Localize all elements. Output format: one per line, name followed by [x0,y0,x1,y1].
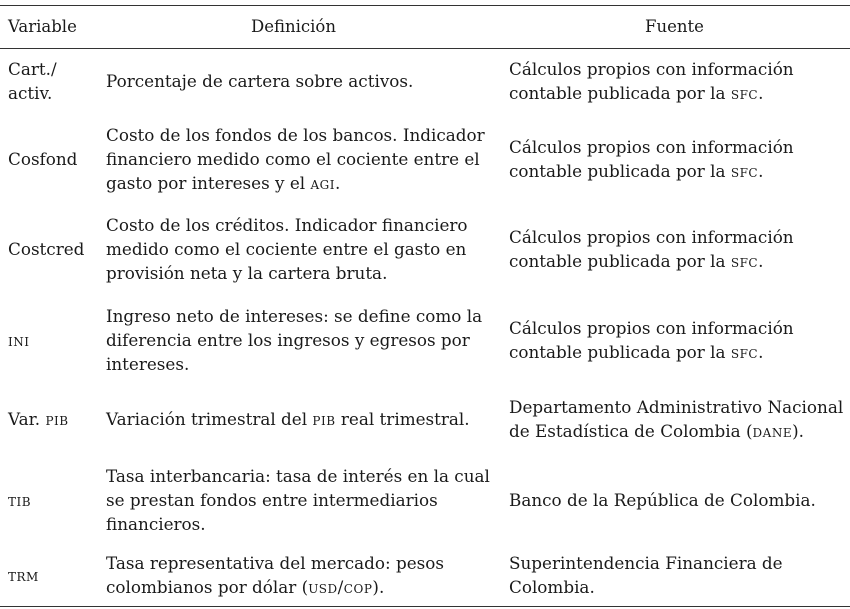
cell-fuente: Cálculos propios con información contable publicada por la sfc. [509,227,794,271]
abbr-sfc: sfc [730,251,759,271]
table-row [0,296,850,384]
header-variable: Variable [8,17,77,36]
abbr-sfc: sfc [730,161,759,181]
cell-variable [8,328,96,352]
abbr-dane: dane [752,421,793,441]
cell-definicion: Porcentaje de cartera sobre activos. [106,71,414,91]
cell-variable: Cart./ activ. [8,59,57,103]
abbr-agi: agi [310,173,335,193]
cell-fuente: Departamento Administrativo Nacional de Estadística de Colombia (dane). [509,397,844,441]
header-rule [0,48,850,49]
cell-definicion: Ingreso neto de intereses: se define como la diferencia entre los ingresos y egresos por intereses. [106,306,483,374]
cell-definicion: Tasa representativa del mercado: pesos colombianos por dólar (usd/cop). [106,553,445,597]
abbr-ini: ini [8,330,30,350]
cell-fuente: Cálculos propios con información contable publicada por la sfc. [509,137,794,181]
table-row [0,546,850,604]
header-fuente: Fuente [645,17,704,36]
cell-fuente: Cálculos propios con información contable publicada por la sfc. [509,59,794,103]
cell-variable: Var. pib [8,409,69,429]
cell-variable [8,488,96,512]
header-definicion: Definición [251,17,336,36]
table-row [0,390,850,448]
table-row [0,456,850,544]
abbr-usd-cop: usd/cop [308,577,373,597]
table-row [0,205,850,293]
abbr-pib: pib [312,409,336,429]
table-top-rule [0,5,850,6]
cell-fuente: Superintendencia Financiera de Colombia. [509,553,783,597]
cell-definicion: Costo de los créditos. Indicador financiero medido como el cociente entre el gasto en provisión neta y la cartera bruta. [106,215,468,283]
cell-definicion: Variación trimestral del pib real trimestral. [106,409,470,429]
table-bottom-rule [0,606,850,607]
abbr-pib: pib [45,409,69,429]
cell-variable [8,563,96,587]
abbr-tib: tib [8,490,32,510]
cell-fuente: Banco de la República de Colombia. [509,490,816,510]
cell-variable: Costcred [8,239,85,259]
abbr-trm: trm [8,565,39,585]
cell-variable: Cosfond [8,149,78,169]
abbr-sfc: sfc [730,342,759,362]
abbr-sfc: sfc [730,83,759,103]
table-row [0,52,850,110]
cell-definicion: Costo de los fondos de los bancos. Indicador financiero medido como el cociente entre el gasto por intereses y el agi. [106,125,485,193]
cell-fuente: Cálculos propios con información contable publicada por la sfc. [509,318,794,362]
cell-definicion: Tasa interbancaria: tasa de interés en la cual se prestan fondos entre intermediarios financieros. [106,466,490,534]
table-row [0,115,850,203]
